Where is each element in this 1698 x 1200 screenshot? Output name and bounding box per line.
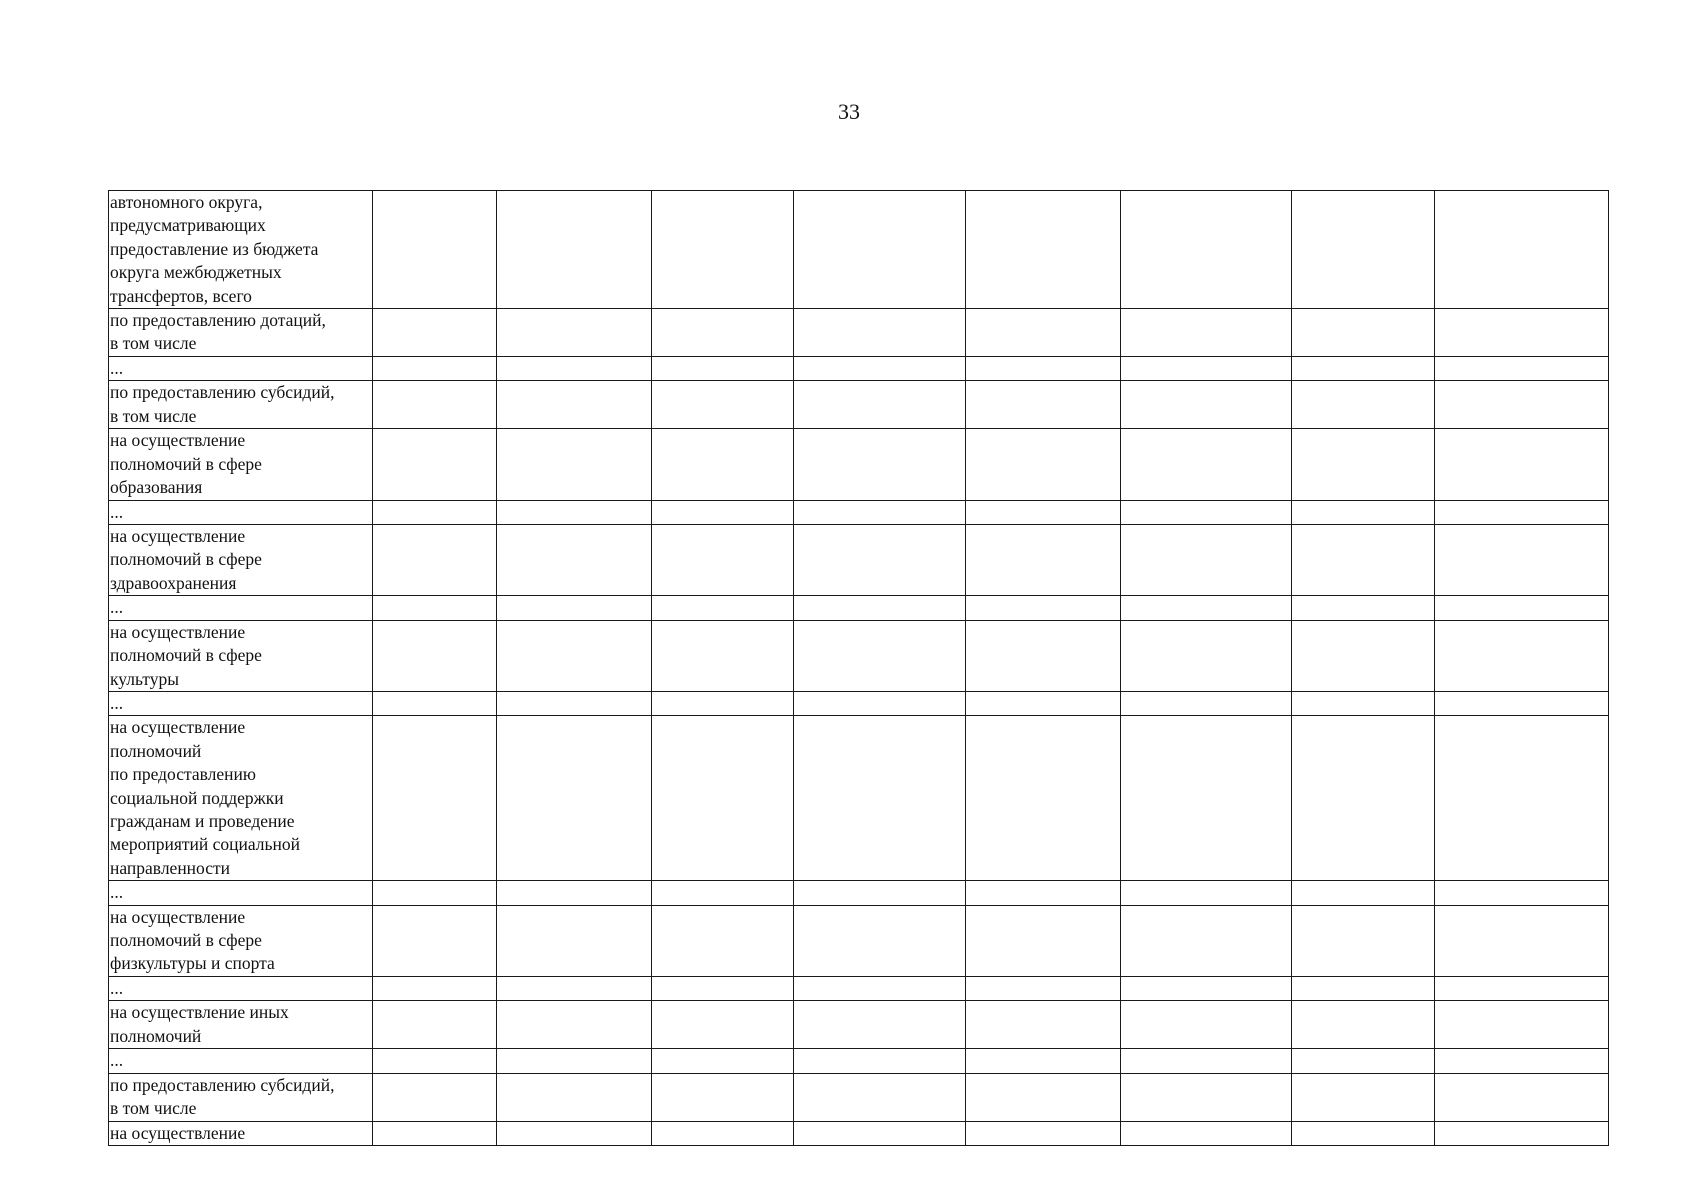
empty-cell	[794, 881, 966, 905]
empty-cell	[497, 596, 652, 620]
page-number: 33	[838, 99, 860, 124]
empty-cell	[1292, 691, 1435, 715]
empty-cell	[794, 905, 966, 976]
empty-cell	[497, 381, 652, 429]
empty-cell	[1435, 1073, 1609, 1121]
empty-cell	[1121, 381, 1292, 429]
empty-cell	[1292, 429, 1435, 500]
empty-cell	[373, 1073, 497, 1121]
empty-cell	[497, 357, 652, 381]
empty-cell	[1121, 191, 1292, 309]
empty-cell	[497, 716, 652, 881]
row-label: на осуществление полномочий в сфере образования	[109, 429, 373, 500]
empty-cell	[497, 500, 652, 524]
row-label: ...	[109, 1049, 373, 1073]
table-row	[109, 1049, 1609, 1073]
empty-cell	[373, 620, 497, 691]
empty-cell	[652, 525, 794, 596]
empty-cell	[1121, 1049, 1292, 1073]
empty-cell	[1435, 1049, 1609, 1073]
empty-cell	[1292, 1121, 1435, 1145]
empty-cell	[1435, 357, 1609, 381]
empty-cell	[794, 620, 966, 691]
empty-cell	[497, 309, 652, 357]
empty-cell	[497, 1049, 652, 1073]
empty-cell	[373, 716, 497, 881]
empty-cell	[1435, 596, 1609, 620]
empty-cell	[652, 596, 794, 620]
table-row	[109, 596, 1609, 620]
row-label: по предоставлению субсидий, в том числе	[109, 381, 373, 429]
empty-cell	[966, 620, 1121, 691]
empty-cell	[1292, 1001, 1435, 1049]
empty-cell	[373, 1001, 497, 1049]
empty-cell	[1292, 500, 1435, 524]
empty-cell	[1292, 881, 1435, 905]
empty-cell	[497, 1121, 652, 1145]
row-label: по предоставлению субсидий, в том числе	[109, 1073, 373, 1121]
empty-cell	[652, 429, 794, 500]
empty-cell	[1121, 976, 1292, 1000]
empty-cell	[652, 691, 794, 715]
empty-cell	[1435, 976, 1609, 1000]
table-body	[109, 191, 1609, 1146]
empty-cell	[373, 381, 497, 429]
empty-cell	[1292, 596, 1435, 620]
empty-cell	[966, 596, 1121, 620]
empty-cell	[497, 429, 652, 500]
empty-cell	[652, 1121, 794, 1145]
empty-cell	[1435, 691, 1609, 715]
empty-cell	[966, 309, 1121, 357]
row-label: на осуществление полномочий в сфере физкультуры и спорта	[109, 905, 373, 976]
empty-cell	[652, 905, 794, 976]
empty-cell	[652, 1073, 794, 1121]
empty-cell	[652, 357, 794, 381]
empty-cell	[373, 905, 497, 976]
empty-cell	[1121, 905, 1292, 976]
empty-cell	[794, 596, 966, 620]
empty-cell	[1435, 381, 1609, 429]
empty-cell	[373, 525, 497, 596]
empty-cell	[966, 716, 1121, 881]
empty-cell	[1121, 500, 1292, 524]
row-label: ...	[109, 691, 373, 715]
empty-cell	[794, 429, 966, 500]
empty-cell	[966, 500, 1121, 524]
empty-cell	[1121, 357, 1292, 381]
empty-cell	[652, 1001, 794, 1049]
row-label: ...	[109, 881, 373, 905]
row-label: ...	[109, 976, 373, 1000]
empty-cell	[497, 881, 652, 905]
table-row	[109, 691, 1609, 715]
empty-cell	[373, 357, 497, 381]
row-label: на осуществление полномочий в сфере культуры	[109, 620, 373, 691]
empty-cell	[1435, 716, 1609, 881]
empty-cell	[652, 1049, 794, 1073]
empty-cell	[794, 525, 966, 596]
empty-cell	[794, 1121, 966, 1145]
empty-cell	[966, 1073, 1121, 1121]
empty-cell	[1121, 1073, 1292, 1121]
empty-cell	[497, 525, 652, 596]
empty-cell	[794, 1073, 966, 1121]
empty-cell	[497, 691, 652, 715]
table-row	[109, 500, 1609, 524]
empty-cell	[794, 500, 966, 524]
empty-cell	[652, 309, 794, 357]
empty-cell	[1292, 716, 1435, 881]
empty-cell	[1121, 429, 1292, 500]
empty-cell	[373, 1121, 497, 1145]
empty-cell	[966, 1001, 1121, 1049]
empty-cell	[497, 1001, 652, 1049]
empty-cell	[652, 500, 794, 524]
empty-cell	[1121, 1001, 1292, 1049]
empty-cell	[794, 716, 966, 881]
empty-cell	[794, 191, 966, 309]
empty-cell	[373, 191, 497, 309]
empty-cell	[1435, 620, 1609, 691]
empty-cell	[966, 905, 1121, 976]
empty-cell	[1121, 1121, 1292, 1145]
empty-cell	[1292, 1049, 1435, 1073]
empty-cell	[1435, 905, 1609, 976]
empty-cell	[1121, 716, 1292, 881]
empty-cell	[1121, 881, 1292, 905]
empty-cell	[1435, 1121, 1609, 1145]
table-row	[109, 976, 1609, 1000]
empty-cell	[1292, 309, 1435, 357]
empty-cell	[794, 381, 966, 429]
table-row	[109, 525, 1609, 596]
row-label: по предоставлению дотаций, в том числе	[109, 309, 373, 357]
table-row	[109, 1001, 1609, 1049]
empty-cell	[1292, 976, 1435, 1000]
budget-table	[108, 190, 1609, 1146]
empty-cell	[497, 1073, 652, 1121]
empty-cell	[1435, 429, 1609, 500]
empty-cell	[1435, 881, 1609, 905]
row-label: ...	[109, 357, 373, 381]
empty-cell	[652, 620, 794, 691]
row-label: на осуществление полномочий по предоставлению социальной поддержки гражданам и проведение мероприятий социальной направленности	[109, 716, 373, 881]
empty-cell	[966, 525, 1121, 596]
empty-cell	[1292, 1073, 1435, 1121]
empty-cell	[497, 191, 652, 309]
empty-cell	[497, 620, 652, 691]
empty-cell	[966, 976, 1121, 1000]
empty-cell	[497, 905, 652, 976]
empty-cell	[966, 357, 1121, 381]
empty-cell	[794, 691, 966, 715]
empty-cell	[794, 976, 966, 1000]
empty-cell	[1292, 191, 1435, 309]
table-row	[109, 905, 1609, 976]
empty-cell	[966, 191, 1121, 309]
table-row	[109, 381, 1609, 429]
row-label: автономного округа, предусматривающих предоставление из бюджета округа межбюджетных трансфертов, всего	[109, 191, 373, 309]
table-row	[109, 620, 1609, 691]
empty-cell	[1435, 1001, 1609, 1049]
table-row	[109, 716, 1609, 881]
table-row	[109, 357, 1609, 381]
empty-cell	[1435, 525, 1609, 596]
row-label: ...	[109, 500, 373, 524]
empty-cell	[497, 976, 652, 1000]
empty-cell	[1121, 596, 1292, 620]
empty-cell	[373, 309, 497, 357]
empty-cell	[652, 381, 794, 429]
empty-cell	[1435, 191, 1609, 309]
row-label: на осуществление полномочий в сфере здравоохранения	[109, 525, 373, 596]
empty-cell	[1121, 620, 1292, 691]
empty-cell	[1292, 525, 1435, 596]
empty-cell	[373, 596, 497, 620]
empty-cell	[794, 309, 966, 357]
empty-cell	[966, 881, 1121, 905]
table-row	[109, 1121, 1609, 1145]
row-label: на осуществление иных полномочий	[109, 1001, 373, 1049]
empty-cell	[794, 357, 966, 381]
empty-cell	[966, 691, 1121, 715]
table-row	[109, 191, 1609, 309]
empty-cell	[794, 1001, 966, 1049]
row-label: ...	[109, 596, 373, 620]
empty-cell	[794, 1049, 966, 1073]
table-row	[109, 309, 1609, 357]
empty-cell	[652, 881, 794, 905]
empty-cell	[373, 976, 497, 1000]
empty-cell	[1292, 381, 1435, 429]
empty-cell	[1292, 357, 1435, 381]
empty-cell	[373, 881, 497, 905]
empty-cell	[966, 1121, 1121, 1145]
empty-cell	[1435, 500, 1609, 524]
empty-cell	[966, 381, 1121, 429]
table-row	[109, 881, 1609, 905]
empty-cell	[652, 191, 794, 309]
table-row	[109, 429, 1609, 500]
empty-cell	[652, 976, 794, 1000]
table-row	[109, 1073, 1609, 1121]
empty-cell	[1292, 620, 1435, 691]
empty-cell	[373, 429, 497, 500]
empty-cell	[1121, 525, 1292, 596]
empty-cell	[1121, 309, 1292, 357]
empty-cell	[1292, 905, 1435, 976]
empty-cell	[373, 691, 497, 715]
empty-cell	[966, 1049, 1121, 1073]
empty-cell	[1121, 691, 1292, 715]
row-label: на осуществление	[109, 1121, 373, 1145]
empty-cell	[1435, 309, 1609, 357]
empty-cell	[966, 429, 1121, 500]
empty-cell	[373, 1049, 497, 1073]
empty-cell	[373, 500, 497, 524]
empty-cell	[652, 716, 794, 881]
